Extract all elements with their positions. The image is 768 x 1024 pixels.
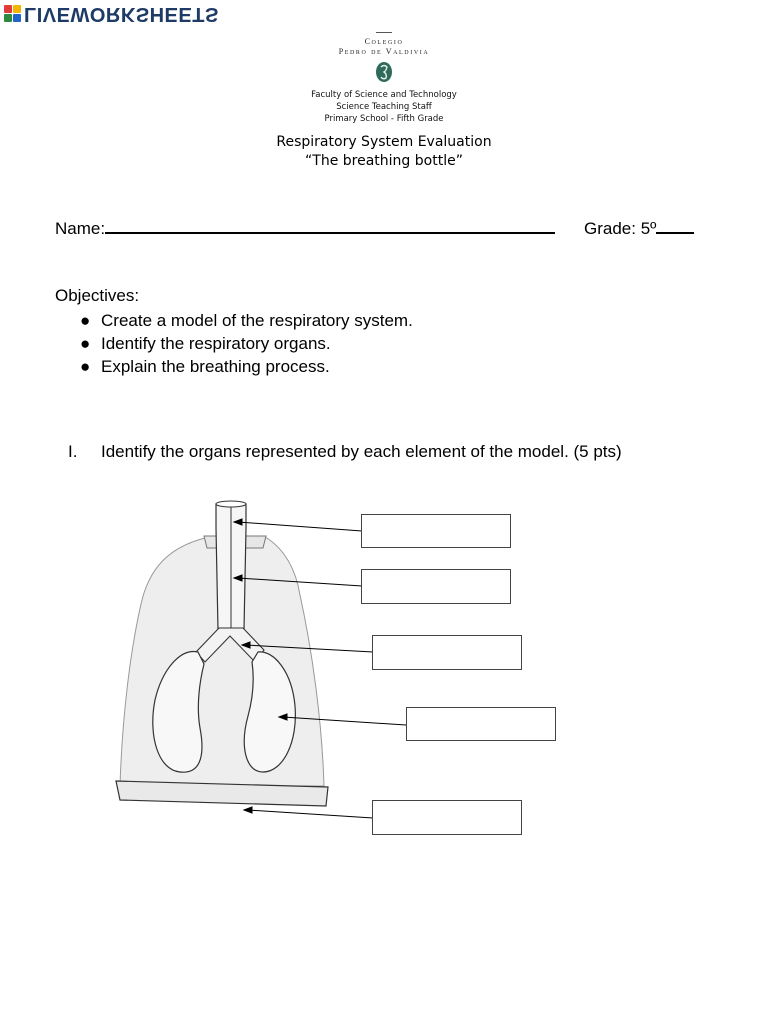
answer-box-2[interactable] bbox=[361, 569, 511, 604]
objective-item: ● Identify the respiratory organs. bbox=[80, 334, 331, 353]
objective-item: ● Create a model of the respiratory system. bbox=[80, 311, 413, 330]
grade-level: Primary School - Fifth Grade bbox=[324, 114, 444, 124]
answer-box-1[interactable] bbox=[361, 514, 511, 548]
question-text: Identify the organs represented by each element of the model. (5 pts) bbox=[101, 442, 622, 461]
bullet-icon: ● bbox=[80, 334, 91, 353]
school-name-line1: Colegio bbox=[364, 37, 404, 46]
school-name-line2: Pedro de Valdivia bbox=[338, 47, 430, 56]
bullet-icon: ● bbox=[80, 311, 91, 330]
faculty-name: Faculty of Science and Technology bbox=[311, 90, 457, 100]
title-line1: Respiratory System Evaluation bbox=[276, 134, 492, 150]
answer-box-3[interactable] bbox=[372, 635, 522, 670]
title-line2: “The breathing bottle” bbox=[305, 153, 463, 169]
name-label: Name: bbox=[55, 219, 106, 238]
bullet-icon: ● bbox=[80, 357, 91, 376]
answer-box-4[interactable] bbox=[406, 707, 556, 741]
objectives-heading: Objectives: bbox=[55, 286, 140, 305]
question-number: I. bbox=[68, 442, 78, 461]
grade-label: Grade: 5º bbox=[584, 219, 657, 238]
objective-item: ● Explain the breathing process. bbox=[80, 357, 330, 376]
staff-name: Science Teaching Staff bbox=[336, 102, 432, 112]
logo-wordmark: LIVEWORKSHEETS bbox=[24, 2, 219, 25]
answer-box-5[interactable] bbox=[372, 800, 522, 835]
